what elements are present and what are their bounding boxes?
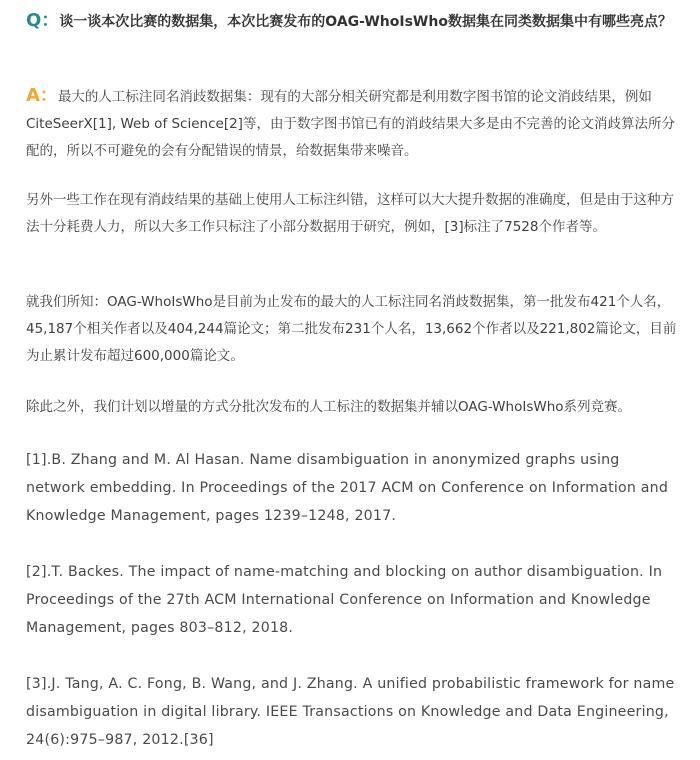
answer-paragraph-1 xyxy=(26,82,680,165)
question-mark: Q： xyxy=(26,10,60,31)
reference-1: [1].B. Zhang and M. Al Hasan. Name disambiguation in anonymized graphs using network embedding. In Proceedings of the 2017 ACM on Conference on Information and Knowledge Management, pages 1239–1248, 2017. xyxy=(26,452,669,524)
reference-3: [3].J. Tang, A. C. Fong, B. Wang, and J. Zhang. A unified probabilistic framework for name disambiguation in digital library. IEEE Transactions on Knowledge and Data Engineering, 24(6):975–987, 2012.[36] xyxy=(26,676,675,748)
answer-paragraph-4: 除此之外，我们计划以增量的方式分批次发布的人工标注的数据集并辅以OAG-WhoIsWho系列竞赛。 xyxy=(26,399,632,415)
answer-mark: A： xyxy=(26,85,58,106)
question-text: 谈一谈本次比赛的数据集，本次比赛发布的OAG-WhoIsWho数据集在同类数据集中有哪些亮点？ xyxy=(59,14,672,30)
reference-2: [2].T. Backes. The impact of name-matching and blocking on author disambiguation. In Proceedings of the 27th ACM International Conference on Information and Knowledge Management, pages 803–812, 2018. xyxy=(26,564,663,636)
answer-paragraph-1-text: 最大的人工标注同名消歧数据集：现有的大部分相关研究都是利用数字图书馆的论文消歧结果，例如CiteSeerX[1], Web of Science[2]等，由于数字图书馆已有的消歧结果大多是由不完善的论文消歧算法所分配的，所以不可避免的会有分配错误的情景，给数据集带来噪音。 xyxy=(26,89,675,159)
question-block xyxy=(26,8,676,35)
answer-paragraph-2: 另外一些工作在现有消歧结果的基础上使用人工标注纠错，这样可以大大提升数据的准确度，但是由于这种方法十分耗费人力，所以大多工作只标注了小部分数据用于研究，例如，[3]标注了7528个作者等。 xyxy=(26,192,674,235)
answer-paragraph-3: 就我们所知：OAG-WhoIsWho是目前为止发布的最大的人工标注同名消歧数据集，第一批发布421个人名， 45,187个相关作者以及404,244篇论文；第二批发布231个人名，13,662个作者以及221,802篇论文，目前为止累计发布超过600,000篇论文。 xyxy=(26,294,677,364)
